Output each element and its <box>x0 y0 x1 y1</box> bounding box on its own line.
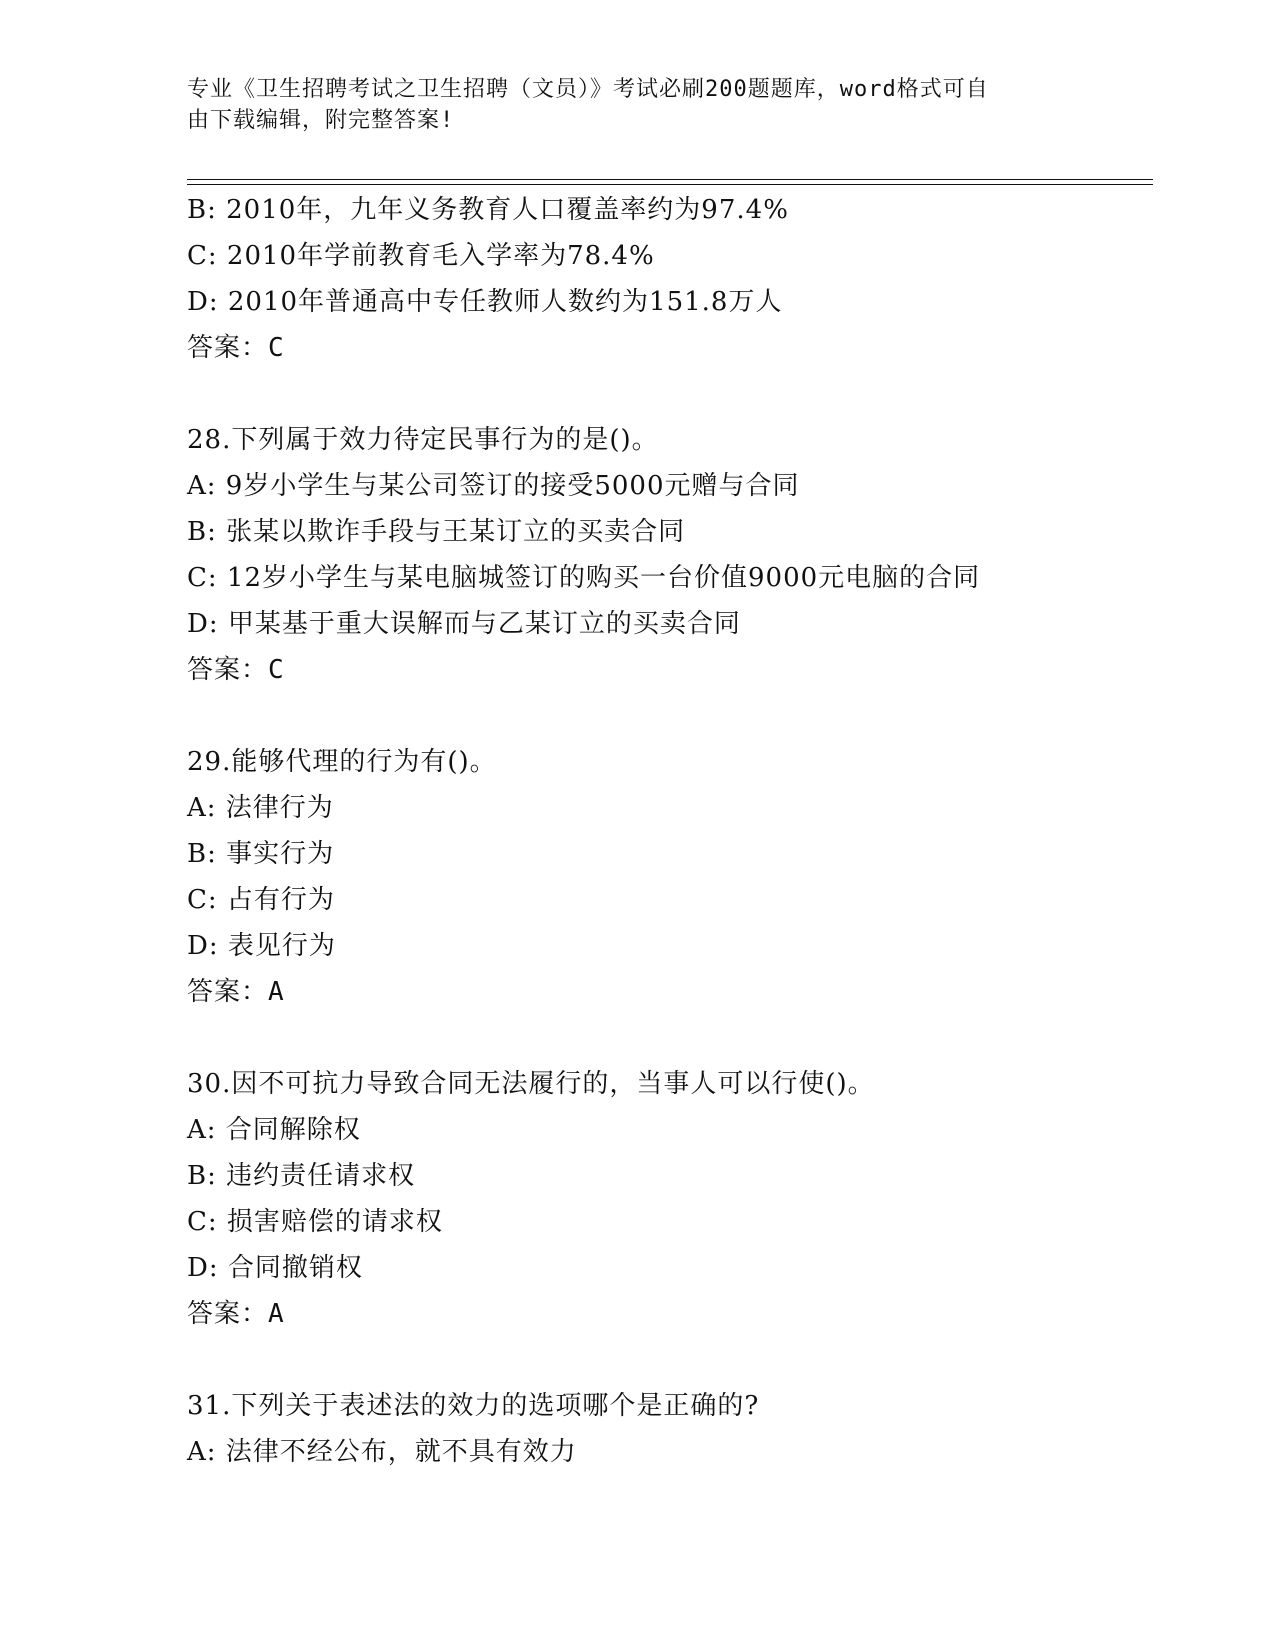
option-c: C: 占有行为 <box>187 885 335 915</box>
option-c: C: 损害赔偿的请求权 <box>187 1207 443 1237</box>
question-28 <box>187 417 1147 693</box>
answer-value: C <box>268 655 285 685</box>
option-a: A: 9岁小学生与某公司签订的接受5000元赠与合同 <box>187 471 800 501</box>
option-d: D: 2010年普通高中专任教师人数约为151.8万人 <box>187 287 783 317</box>
answer-label: 答案： <box>187 333 269 363</box>
question-stem: 28.下列属于效力待定民事行为的是()。 <box>187 425 659 455</box>
option-a: A: 法律行为 <box>187 793 334 823</box>
question-29 <box>187 739 1147 1015</box>
option-d: D: 表见行为 <box>187 931 336 961</box>
option-a: A: 法律不经公布，就不具有效力 <box>187 1437 577 1467</box>
answer-line <box>187 647 1147 693</box>
option-b: B: 违约责任请求权 <box>187 1161 416 1191</box>
answer-line <box>187 969 1147 1015</box>
question-stem: 30.因不可抗力导致合同无法履行的，当事人可以行使()。 <box>187 1069 875 1099</box>
answer-value: A <box>268 1299 285 1329</box>
answer-label: 答案： <box>187 1299 269 1329</box>
option-b: B: 张某以欺诈手段与王某订立的买卖合同 <box>187 517 686 547</box>
option-b: B: 2010年，九年义务教育人口覆盖率约为97.4% <box>187 195 789 225</box>
answer-line <box>187 1291 1147 1337</box>
spacer <box>187 371 1147 417</box>
header-divider-bottom <box>187 184 1153 185</box>
header-title-line-1: 专业《卫生招聘考试之卫生招聘（文员）》考试必刷200题题库，word格式可自 <box>187 77 989 102</box>
option-b: B: 事实行为 <box>187 839 335 869</box>
answer-value: C <box>268 333 285 363</box>
option-a: A: 合同解除权 <box>187 1115 361 1145</box>
question-30 <box>187 1061 1147 1337</box>
answer-label: 答案： <box>187 655 269 685</box>
option-c: C: 12岁小学生与某电脑城签订的购买一台价值9000元电脑的合同 <box>187 563 981 593</box>
answer-value: A <box>268 977 285 1007</box>
question-31 <box>187 1383 1147 1475</box>
question-list <box>187 187 1147 1475</box>
option-d: D: 合同撤销权 <box>187 1253 363 1283</box>
question-stem: 29.能够代理的行为有()。 <box>187 747 497 777</box>
header-divider-top <box>187 179 1153 180</box>
question-27-tail <box>187 187 1147 371</box>
answer-label: 答案： <box>187 977 269 1007</box>
option-d: D: 甲某基于重大误解而与乙某订立的买卖合同 <box>187 609 741 639</box>
spacer <box>187 693 1147 739</box>
spacer <box>187 1015 1147 1061</box>
answer-line <box>187 325 1147 371</box>
document-header <box>187 74 1087 136</box>
option-c: C: 2010年学前教育毛入学率为78.4% <box>187 241 655 271</box>
spacer <box>187 1337 1147 1383</box>
header-title-line-2: 由下载编辑，附完整答案! <box>187 108 455 133</box>
question-stem: 31.下列关于表述法的效力的选项哪个是正确的? <box>187 1391 760 1421</box>
